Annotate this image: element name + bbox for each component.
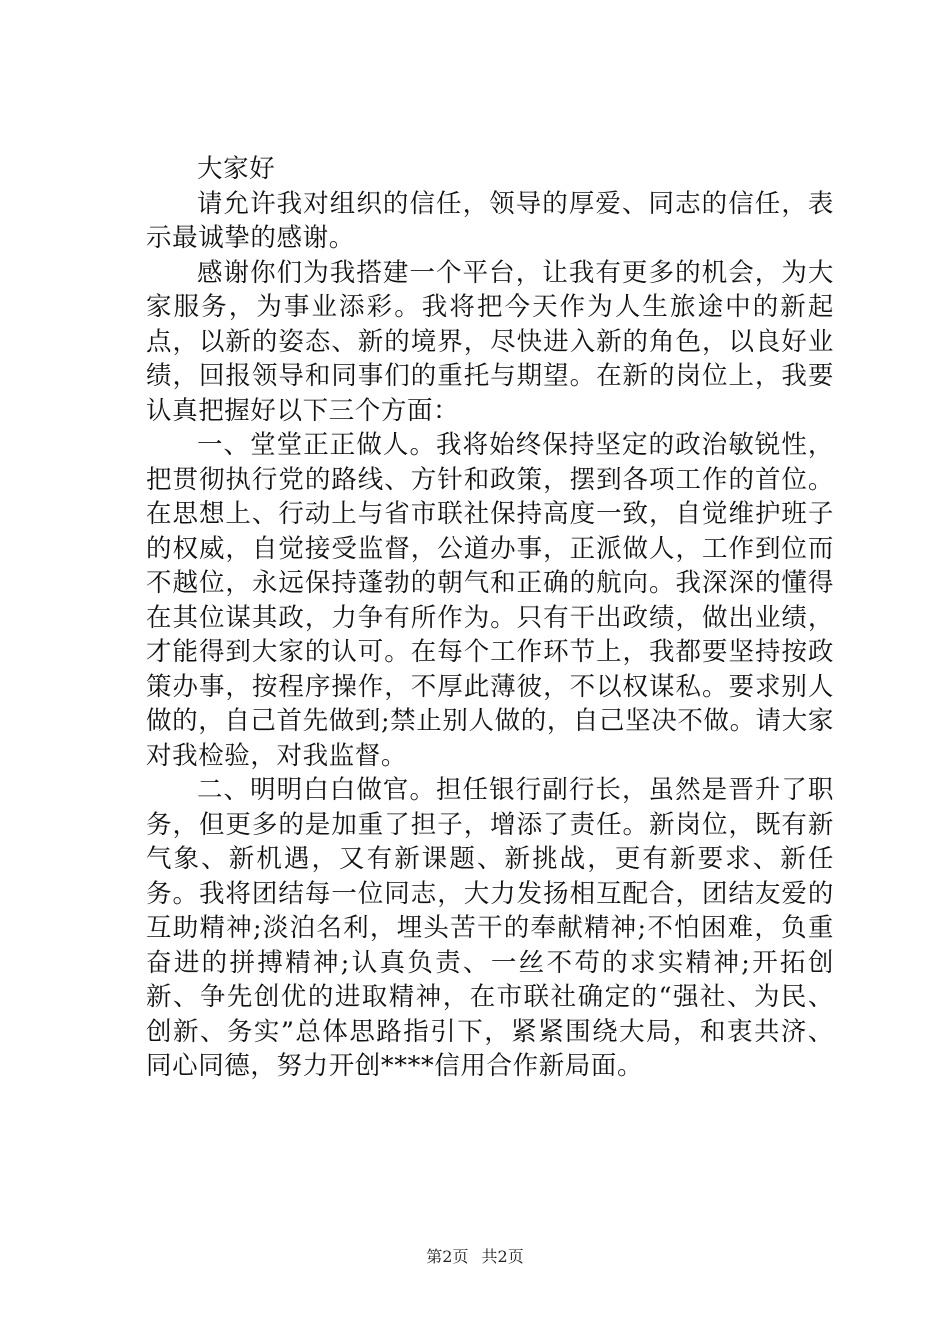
- paragraph-thanks: 请允许我对组织的信任，领导的厚爱、同志的信任，表示最诚挚的感谢。: [146, 188, 834, 253]
- page-footer: [0, 1244, 950, 1267]
- paragraph-point-two: 二、明明白白做官。担任银行副行长，虽然是晋升了职务，但更多的是加重了担子，增添了责任。新岗位，既有新气象、新机遇，又有新课题、新挑战，更有新要求、新任务。我将团结每一位同志，大力发扬相互配合，团结友爱的互助精神;淡泊名利，埋头苦干的奉献精神;不怕困难，负重奋进的拼搏精神;认真负责、一丝不苟的求实精神;开拓创新、争先创优的进取精神，在市联社确定的“强社、为民、创新、务实”总体思路指引下，紧紧围绕大局，和衷共济、同心同德，努力开创****信用合作新局面。: [146, 775, 834, 1081]
- paragraph-point-one: 一、堂堂正正做人。我将始终保持坚定的政治敏锐性，把贯彻执行党的路线、方针和政策，摆到各项工作的首位。在思想上、行动上与省市联社保持高度一致，自觉维护班子的权威，自觉接受监督，公道办事，正派做人，工作到位而不越位，永远保持蓬勃的朝气和正确的航向。我深深的懂得在其位谋其政，力争有所作为。只有干出政绩，做出业绩，才能得到大家的认可。在每个工作环节上，我都要坚持按政策办事，按程序操作，不厚此薄彼，不以权谋私。要求别人做的，自己首先做到;禁止别人做的，自己坚决不做。请大家对我检验，对我监督。: [146, 430, 834, 771]
- greeting-paragraph: 大家好: [197, 154, 276, 184]
- page-total: 共2页: [481, 1247, 524, 1266]
- document-body: [146, 152, 834, 1084]
- paragraph-platform: 感谢你们为我搭建一个平台，让我有更多的机会，为大家服务，为事业添彩。我将把今天作为人生旅途中的新起点，以新的姿态、新的境界，尽快进入新的角色，以良好业绩，回报领导和同事们的重托与期望。在新的岗位上，我要认真把握好以下三个方面：: [146, 257, 834, 426]
- page-number: 第2页: [426, 1247, 469, 1266]
